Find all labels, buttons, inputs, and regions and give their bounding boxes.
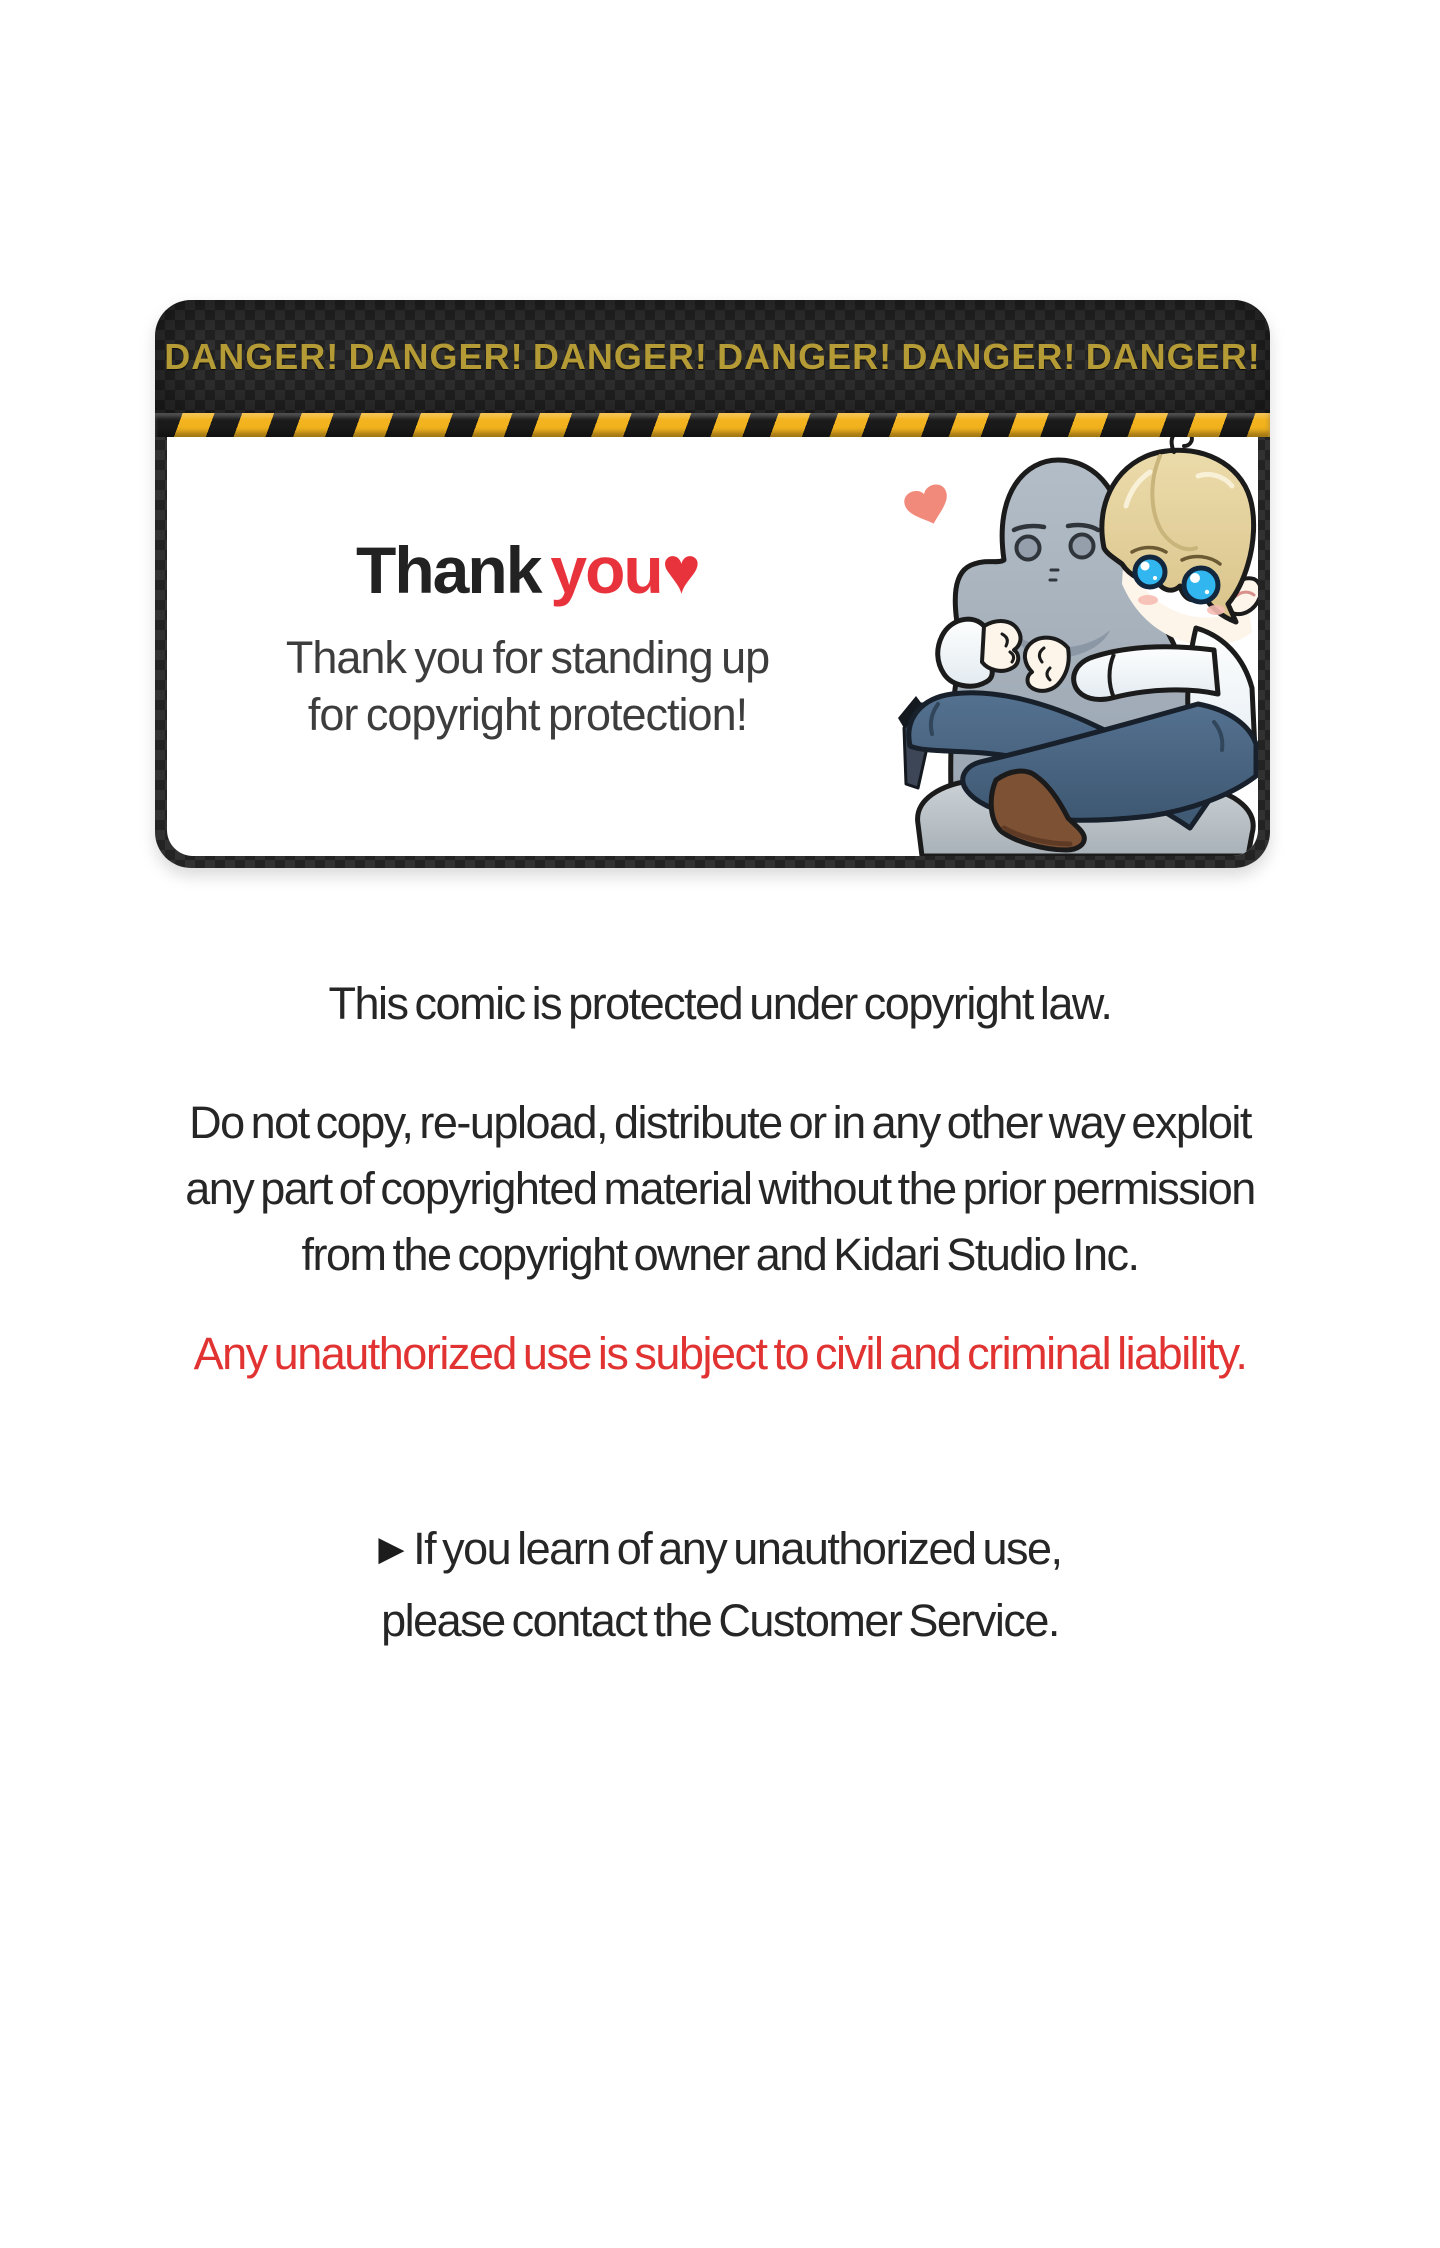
title-you-heart: you♥ — [550, 532, 699, 607]
danger-header — [155, 300, 1270, 413]
hug-illustration — [898, 437, 1258, 856]
contact-block — [0, 1515, 1440, 1654]
thank-you-subtitle — [286, 629, 769, 743]
card-body — [167, 437, 1258, 856]
subtitle-line-2: for copyright protection! — [307, 689, 748, 741]
paragraph-line-1: Do not copy, re-upload, distribute or in any other way exploit — [189, 1097, 1251, 1148]
title-thank: Thank — [356, 532, 541, 607]
thank-you-block — [167, 437, 888, 856]
hazard-stripe — [155, 413, 1270, 437]
paragraph-line-2: any part of copyrighted material without the prior permission — [185, 1163, 1255, 1214]
contact-line-1 — [0, 1515, 1440, 1587]
danger-label: DANGER! — [717, 335, 893, 377]
paragraph-line-3: from the copyright owner and Kidari Studio Inc. — [301, 1229, 1139, 1280]
contact-line-2: please contact the Customer Service. — [381, 1595, 1059, 1646]
triangle-bullet-icon: ▶ — [378, 1530, 404, 1568]
protected-line: This comic is protected under copyright law. — [328, 978, 1112, 1029]
danger-label: DANGER! — [532, 335, 708, 377]
no-copy-paragraph — [0, 1090, 1440, 1288]
danger-label: DANGER! — [348, 335, 524, 377]
thank-you-title — [356, 532, 699, 607]
copyright-warning-card — [155, 300, 1270, 868]
liability-warning: Any unauthorized use is subject to civil and criminal liability. — [193, 1328, 1247, 1379]
danger-label: DANGER! — [1085, 335, 1261, 377]
contact-line-1-text: If you learn of any unauthorized use, — [413, 1523, 1062, 1574]
heart-icon — [902, 482, 955, 531]
subtitle-line-1: Thank you for standing up — [285, 632, 770, 684]
danger-label: DANGER! — [901, 335, 1077, 377]
danger-label: DANGER! — [164, 335, 340, 377]
